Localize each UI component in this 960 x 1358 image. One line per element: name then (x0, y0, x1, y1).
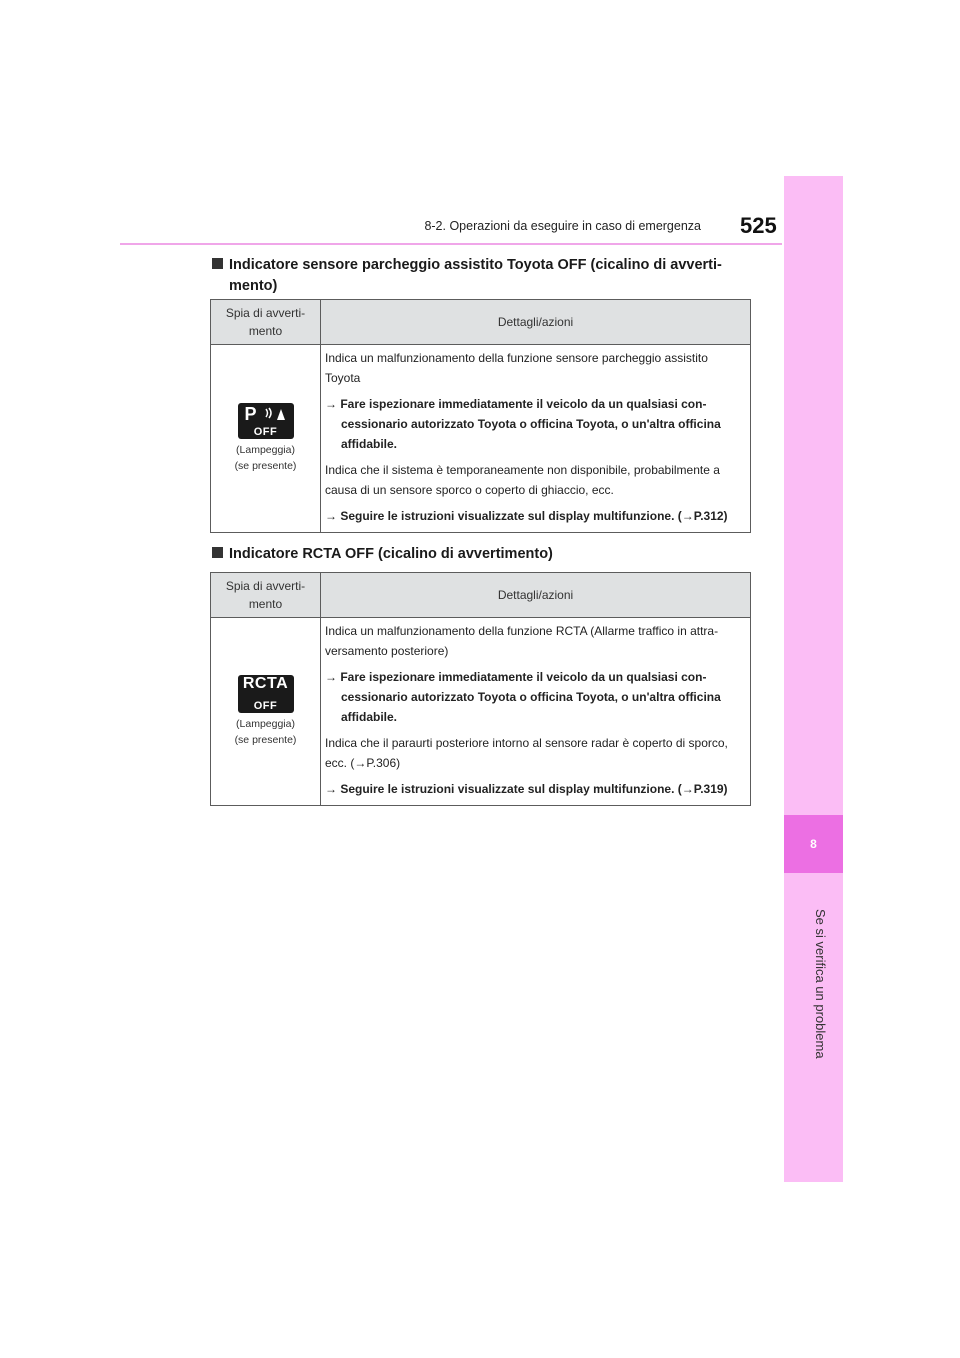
warning-table (210, 299, 751, 533)
detail-description: Indica un malfunzionamento della funzione sensore parcheggio assistito Toyota (325, 351, 708, 385)
bullet-square-icon (212, 258, 223, 269)
details-cell (321, 618, 751, 806)
col-header-details: Dettagli/azioni (321, 300, 751, 345)
rcta-off-icon: RCTA OFF (238, 675, 294, 713)
detail-description: Indica un malfunzionamento della funzione RCTA (Allarme traffico in attra-versamento posteriore) (325, 624, 719, 658)
col-header-warning-light: Spia di avverti-mento (211, 573, 321, 618)
detail-description: Indica che il paraurti posteriore intorno al sensore radar è coperto di sporco, ecc. (→P.306) (325, 736, 728, 770)
bullet-square-icon (212, 547, 223, 558)
col-header-details: Dettagli/azioni (321, 573, 751, 618)
chapter-number: 8 (784, 815, 843, 873)
parking-sensor-off-icon: P OFF (238, 403, 294, 439)
detail-action: → Seguire le istruzioni visualizzate sul display multifunzione. (→P.319) (325, 782, 728, 796)
section-title: 8-2. Operazioni da eseguire in caso di emergenza (424, 219, 701, 233)
details-cell (321, 345, 751, 533)
detail-action: → Fare ispezionare immediatamente il veicolo da un qualsiasi con-cessionario autorizzato Toyota o officina Toyota, o un'altra officina affidabile. (325, 670, 721, 724)
warning-table (210, 572, 751, 806)
col-header-warning-light: Spia di avverti-mento (211, 300, 321, 345)
chapter-title: Se si verifica un problema (813, 909, 828, 1059)
detail-description: Indica che il sistema è temporaneamente non disponibile, probabilmente a causa di un sensore sporco o coperto di ghiaccio, ecc. (325, 463, 720, 497)
warning-light-cell: P OFF (Lampeggia) (se presente) (211, 345, 321, 533)
section-heading: Indicatore sensore parcheggio assistito Toyota OFF (cicalino di avverti- mento) (212, 255, 742, 297)
section-heading: Indicatore RCTA OFF (cicalino di avvertimento) (212, 544, 742, 565)
page-number: 525 (740, 213, 777, 238)
sensor-waves-icon (265, 406, 287, 422)
detail-action: → Fare ispezionare immediatamente il veicolo da un qualsiasi con-cessionario autorizzato Toyota o officina Toyota, o un'altra officina affidabile. (325, 397, 721, 451)
warning-light-cell: RCTA OFF (Lampeggia) (se presente) (211, 618, 321, 806)
header-rule (120, 243, 782, 245)
detail-action: → Seguire le istruzioni visualizzate sul display multifunzione. (→P.312) (325, 509, 728, 523)
